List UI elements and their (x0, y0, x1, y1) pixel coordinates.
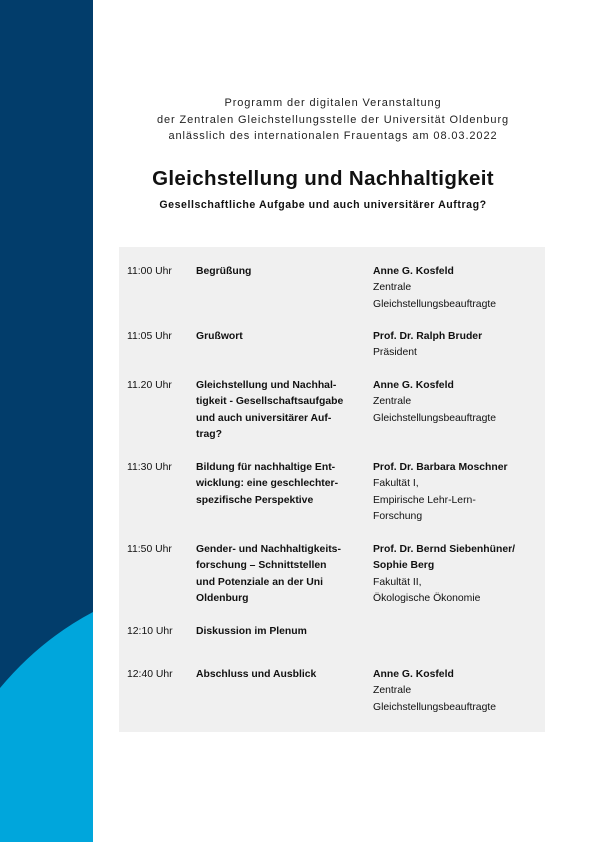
speaker-name: Prof. Dr. Barbara Moschner (373, 462, 508, 473)
program-topic-line: tigkeit - Gesellschaftsaufgabe (196, 396, 344, 408)
program-schedule (119, 247, 545, 732)
speaker-role: Fakultät I, (373, 478, 419, 490)
page-title: Gleichstellung und Nachhaltigkeit (152, 167, 494, 190)
event-intro (118, 95, 548, 145)
speaker-role: Präsident (373, 347, 417, 359)
program-time: 11:05 Uhr (127, 331, 172, 342)
program-time: 12:10 Uhr (127, 626, 173, 637)
speaker-role: Gleichstellungsbeauftragte (373, 412, 497, 424)
program-topic-line: Begrüßung (196, 266, 252, 277)
program-topic-line: Diskussion im Plenum (196, 626, 307, 637)
speaker-name: Prof. Dr. Bernd Siebenhüner/ (373, 544, 516, 555)
program-time: 11.20 Uhr (127, 380, 172, 391)
decorative-sidebar (0, 0, 93, 842)
speaker-role: Ökologische Ökonomie (373, 592, 481, 604)
speaker-role: Zentrale (373, 396, 412, 408)
speaker-name: Anne G. Kosfeld (373, 380, 454, 391)
program-time: 12:40 Uhr (127, 669, 173, 680)
program-topic (196, 460, 366, 509)
program-speaker (373, 264, 543, 313)
program-topic-line: trag? (196, 428, 222, 440)
program-topic (196, 667, 366, 683)
program-speaker (373, 329, 543, 362)
program-topic-line: forschung – Schnittstellen (196, 560, 327, 572)
speaker-role: Gleichstellungsbeauftragte (373, 701, 497, 713)
program-speaker (373, 460, 543, 525)
program-speaker (373, 667, 543, 716)
speaker-name: Sophie Berg (373, 560, 435, 572)
program-topic (196, 378, 366, 443)
speaker-role: Forschung (373, 510, 423, 522)
program-topic-line: Bildung für nachhaltige Ent- (196, 462, 336, 473)
program-topic-line: spezifische Perspektive (196, 494, 314, 506)
program-topic (196, 624, 366, 640)
program-time: 11:30 Uhr (127, 462, 172, 473)
program-speaker (373, 542, 543, 607)
program-time: 11:50 Uhr (127, 544, 172, 555)
intro-line: anlässlich des internationalen Frauentags am 08.03.2022 (168, 130, 498, 142)
speaker-role: Fakultät II, (373, 576, 422, 588)
program-topic-line: und Potenziale an der Uni (196, 576, 324, 588)
program-time: 11:00 Uhr (127, 266, 172, 277)
program-topic-line: Gender- und Nachhaltigkeits- (196, 544, 341, 555)
program-topic-line: Oldenburg (196, 592, 249, 604)
program-topic (196, 542, 366, 607)
speaker-role: Empirische Lehr-Lern- (373, 494, 476, 506)
speaker-role: Zentrale (373, 282, 412, 294)
program-topic (196, 264, 366, 280)
speaker-name: Anne G. Kosfeld (373, 669, 454, 680)
speaker-name: Anne G. Kosfeld (373, 266, 454, 277)
program-topic (196, 329, 366, 345)
sidebar-graphic (0, 0, 93, 842)
intro-line: Programm der digitalen Veranstaltung (224, 97, 442, 109)
speaker-role: Gleichstellungsbeauftragte (373, 298, 497, 310)
program-speaker (373, 378, 543, 427)
program-topic-line: Gleichstellung und Nachhal- (196, 380, 337, 391)
speaker-name: Prof. Dr. Ralph Bruder (373, 331, 483, 342)
program-topic-line: und auch universitärer Auf- (196, 412, 332, 424)
program-topic-line: wicklung: eine geschlechter- (196, 478, 339, 490)
page-subtitle: Gesellschaftliche Aufgabe und auch universitärer Auftrag? (159, 199, 487, 211)
program-topic-line: Abschluss und Ausblick (196, 669, 317, 680)
intro-line: der Zentralen Gleichstellungsstelle der Universität Oldenburg (156, 113, 510, 126)
program-topic-line: Grußwort (196, 331, 243, 342)
speaker-role: Zentrale (373, 685, 412, 697)
